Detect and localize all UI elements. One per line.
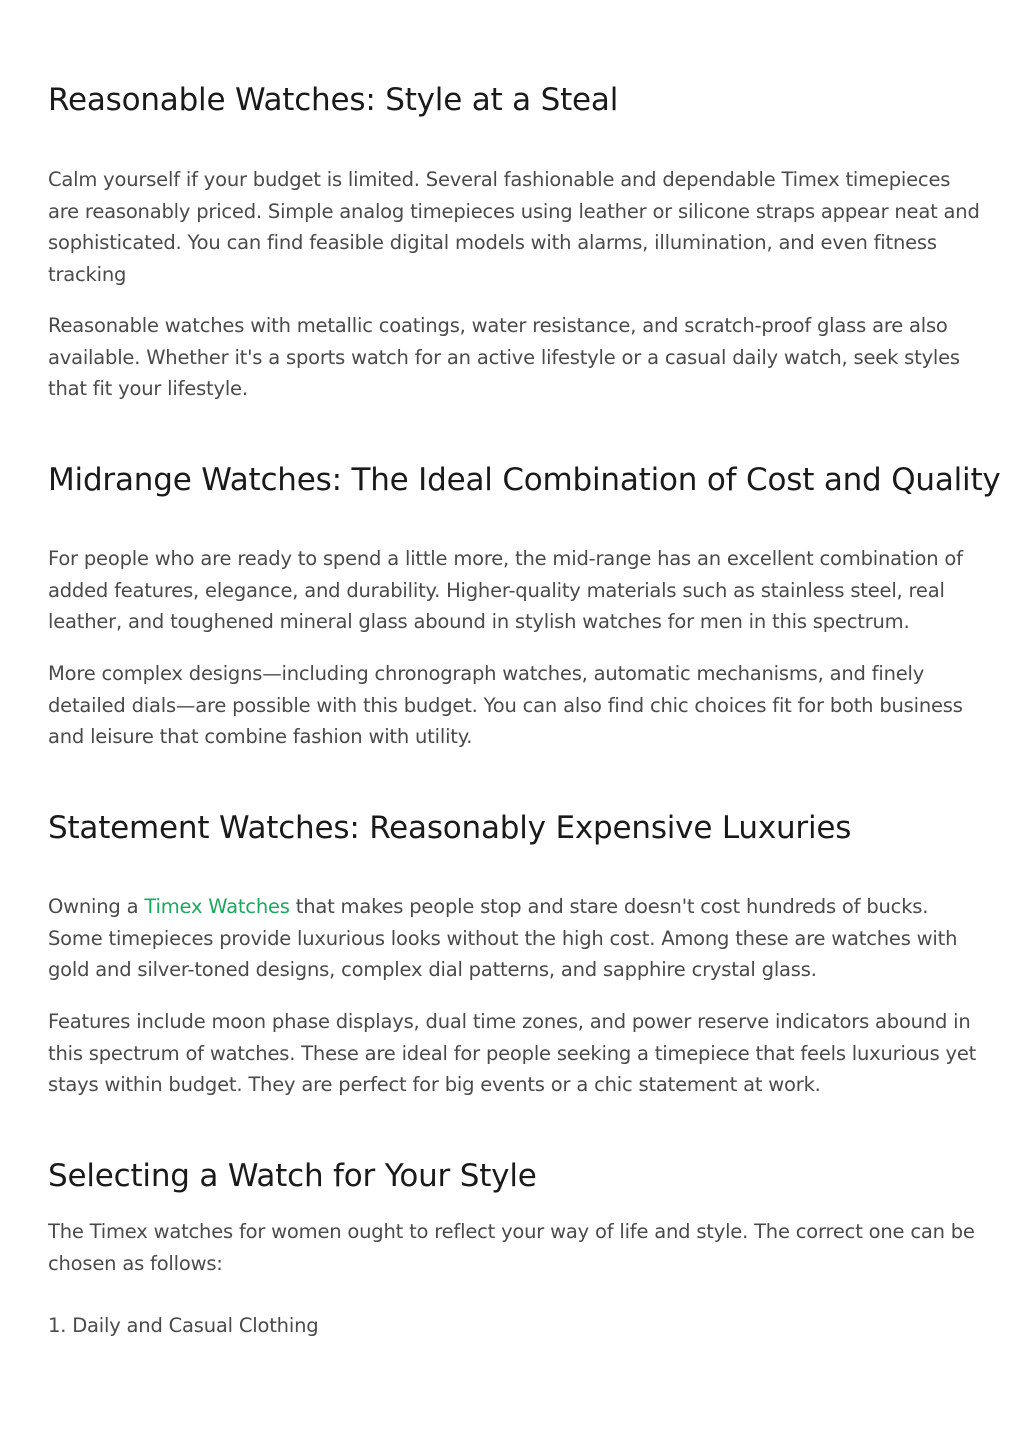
paragraph-reasonable-2: Reasonable watches with metallic coatings, water resistance, and scratch-proof glass are also available. Whether it's a sports watch for an active lifestyle or a casual daily watch, seek styles that fit your lifestyle. <box>48 314 960 400</box>
section-heading-selecting-watch: Selecting a Watch for Your Style <box>48 1158 537 1194</box>
list-item-daily-casual: 1. Daily and Casual Clothing <box>48 1314 319 1337</box>
paragraph-statement-2: Features include moon phase displays, dual time zones, and power reserve indicators abound in this spectrum of watches. These are ideal for people seeking a timepiece that feels luxurious yet stays within budget. They are perfect for big events or a chic statement at work. <box>48 1010 977 1096</box>
section-heading-midrange-watches: Midrange Watches: The Ideal Combination of Cost and Quality <box>48 462 1001 498</box>
section-heading-statement-watches: Statement Watches: Reasonably Expensive Luxuries <box>48 810 852 846</box>
timex-watches-link[interactable]: Timex Watches <box>144 895 290 918</box>
section-heading-reasonable-watches: Reasonable Watches: Style at a Steal <box>48 82 619 118</box>
paragraph-midrange-2: More complex designs—including chronograph watches, automatic mechanisms, and finely detailed dials—are possible with this budget. You can also find chic choices fit for both business and leisure that combine fashion with utility. <box>48 662 963 748</box>
paragraph-midrange-1: For people who are ready to spend a little more, the mid-range has an excellent combination of added features, elegance, and durability. Higher-quality materials such as stainless steel, real leather, and toughened mineral glass abound in stylish watches for men in this spectrum. <box>48 547 963 633</box>
paragraph-statement-1 <box>48 891 980 986</box>
paragraph-reasonable-1: Calm yourself if your budget is limited. Several fashionable and dependable Timex timepieces are reasonably priced. Simple analog timepieces using leather or silicone straps appear neat and sophisticated. You can find feasible digital models with alarms, illumination, and even fitness tracking <box>48 168 980 286</box>
paragraph-text-before-link: Owning a <box>48 895 145 918</box>
paragraph-selecting-intro: The Timex watches for women ought to reflect your way of life and style. The correct one can be chosen as follows: <box>48 1220 975 1275</box>
paragraph-text-after-link: that makes people stop and stare doesn't cost hundreds of bucks. Some timepieces provide luxurious looks without the high cost. Among these are watches with gold and silver-toned designs, complex dial patterns, and sapphire crystal glass. <box>48 895 958 981</box>
